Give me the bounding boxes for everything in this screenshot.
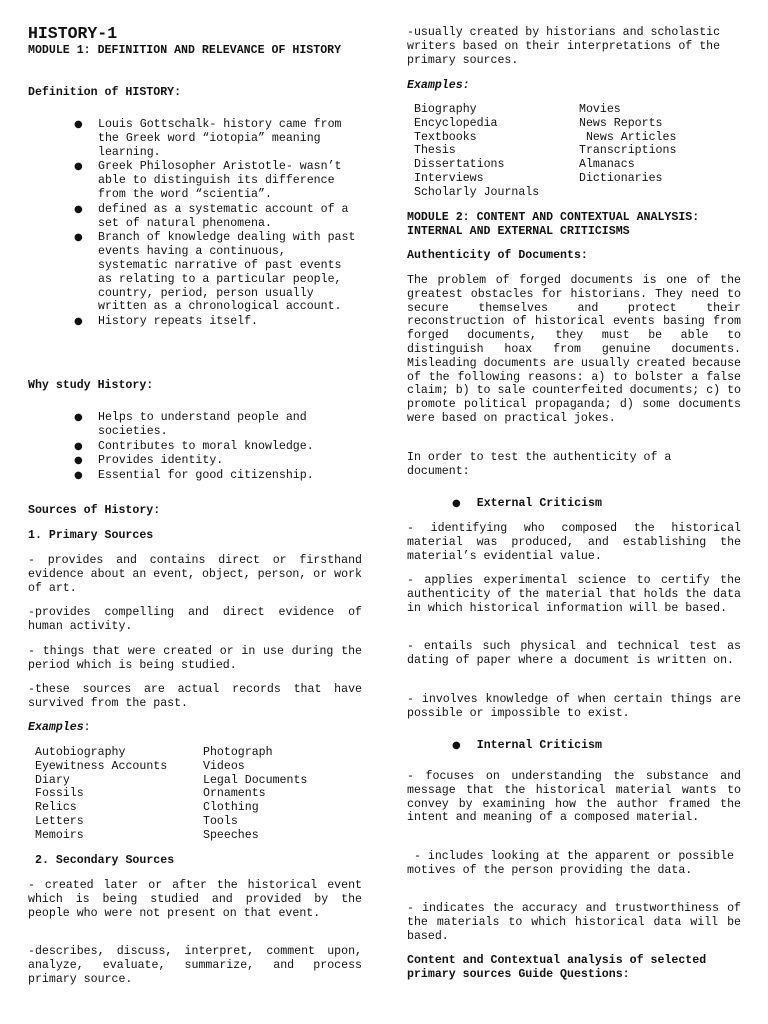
list-item: Tools [203, 814, 238, 828]
guide-questions-heading: Content and Contextual analysis of selected primary sources Guide Questions: [407, 954, 707, 981]
internal-point: - includes looking at the apparent or possible motives of the person providing the data. [407, 850, 741, 877]
list-item: Videos [203, 759, 245, 773]
primary-heading: 1. Primary Sources [28, 529, 154, 542]
list-item: ● Louis Gottschalk- history came from the Greek word “iotopia” meaning learning. [74, 118, 342, 159]
list-item: ● Greek Philosopher Aristotle- wasn’t able to distinguish its difference from the word “scientia”. [74, 160, 342, 201]
list-item: Legal Documents [203, 773, 308, 787]
bullet-icon: ● [74, 440, 83, 452]
authenticity-paragraph: The problem of forged documents is one of the greatest obstacles for historians. They need to secure themselves and protect their reconstruction of historical events basing from forged documents, they must be able to distinguish hoax from genuine documents. Misleading documents are usually created because of the following reasons: a) to bolster a false claim; b) to sale counterfeited documents; c) to promote political propaganda; d) some documents were based on practical jokes. [407, 274, 741, 425]
secondary-point: - created later or after the historical event which is being studied and provided by the people who were not present on that event. [28, 879, 362, 920]
list-item: Eyewitness Accounts [35, 759, 168, 773]
bullet-icon: ● [74, 455, 83, 467]
list-item: ● Helps to understand people and societies. [74, 411, 307, 438]
list-item: Textbooks [414, 130, 477, 144]
bullet-icon: ● [74, 119, 83, 130]
list-item: Clothing [203, 801, 259, 815]
internal-criticism-heading: ● Internal Criticism [452, 739, 602, 752]
list-item: Movies [579, 103, 621, 116]
list-item: Almanacs [579, 158, 635, 172]
external-point: - involves knowledge of when certain things are possible or impossible to exist. [407, 693, 741, 720]
list-item: News Reports [579, 116, 663, 130]
primary-examples-table [35, 746, 371, 843]
list-item: ● Branch of knowledge dealing with past events having a continuous, systematic narrative of past events as relating to a particular people, country, period, person usually written as a chronological account. [74, 231, 356, 314]
primary-point: -these sources are actual records that have survived from the past. [28, 683, 362, 710]
primary-point: -provides compelling and direct evidence of human activity. [28, 606, 362, 633]
why-list [28, 411, 358, 483]
sources-heading: Sources of History: [28, 504, 161, 517]
module2-heading: MODULE 2: CONTENT AND CONTEXTUAL ANALYSIS: INTERNAL AND EXTERNAL CRITICISMS [407, 211, 700, 238]
list-item: ● History repeats itself. [74, 315, 259, 329]
list-item: Interviews [414, 171, 484, 185]
list-item: Autobiography [35, 746, 126, 759]
external-criticism-heading: ● External Criticism [452, 497, 602, 510]
bullet-icon: ● [74, 316, 83, 328]
list-item: Photograph [203, 746, 273, 759]
list-item: ● defined as a systematic account of a set of natural phenomena. [74, 202, 349, 230]
bullet-icon: ● [452, 498, 461, 509]
external-point: - identifying who composed the historical material was produced, and establishing the material’s evidential value. [407, 522, 741, 563]
list-item: Relics [35, 801, 77, 815]
list-item: Thesis [414, 144, 456, 158]
list-item: Memoirs [35, 828, 84, 842]
secondary-heading: 2. Secondary Sources [35, 854, 175, 867]
list-item: Dissertations [414, 158, 505, 172]
primary-examples-col2 [203, 746, 371, 843]
secondary-point: -usually created by historians and scholastic writers based on their interpretations of the primary sources. [407, 26, 721, 67]
bullet-icon: ● [74, 203, 83, 215]
primary-examples-label: Examples: [28, 721, 91, 734]
secondary-examples-label: Examples: [407, 79, 470, 92]
list-item: Speeches [203, 828, 259, 842]
module1-heading: MODULE 1: DEFINITION AND RELEVANCE OF HISTORY [28, 44, 342, 57]
bullet-icon: ● [74, 161, 83, 173]
bullet-icon: ● [74, 412, 83, 423]
external-point: - entails such physical and technical test as dating of paper where a document is written on. [407, 640, 741, 667]
external-point: - applies experimental science to certify the authenticity of the material that holds the data in which historical information will be based. [407, 574, 741, 615]
bullet-icon: ● [452, 740, 461, 751]
test-intro: In order to test the authenticity of a document: [407, 451, 672, 478]
secondary-examples-col1 [414, 103, 579, 200]
list-item: Scholarly Journals [414, 185, 540, 199]
list-item: Fossils [35, 787, 84, 801]
list-item: Transcriptions [579, 144, 677, 158]
list-item: Encyclopedia [414, 116, 498, 130]
bullet-icon: ● [74, 232, 83, 244]
list-item: ● Contributes to moral knowledge. [74, 439, 314, 453]
list-item: Ornaments [203, 787, 266, 801]
list-item: Diary [35, 773, 70, 787]
definition-list [28, 118, 358, 329]
primary-point: - provides and contains direct or firsthand evidence about an event, object, person, or work of art. [28, 554, 362, 595]
authenticity-heading: Authenticity of Documents: [407, 249, 588, 262]
list-item: News Articles [579, 130, 677, 144]
why-heading: Why study History: [28, 379, 154, 392]
bullet-icon: ● [74, 470, 83, 482]
primary-point: - things that were created or in use during the period which is being studied. [28, 645, 362, 672]
secondary-examples-col2 [579, 103, 744, 200]
internal-point: - focuses on understanding the substance and message that the historical material wants to convey by examining how the author framed the intent and meaning of a composed material. [407, 770, 741, 825]
secondary-examples-table [414, 103, 744, 200]
internal-point: - indicates the accuracy and trustworthiness of the materials to which historical data will be based. [407, 902, 741, 943]
primary-examples-col1 [35, 746, 203, 843]
list-item: Dictionaries [579, 171, 663, 185]
secondary-point: -describes, discuss, interpret, comment upon, analyze, evaluate, summarize, and process primary source. [28, 945, 362, 986]
list-item: Letters [35, 814, 84, 828]
page-title: HISTORY-1 [28, 24, 118, 43]
list-item: ● Essential for good citizenship. [74, 469, 314, 483]
list-item: ● Provides identity. [74, 454, 224, 468]
definition-heading: Definition of HISTORY: [28, 86, 182, 99]
list-item: Biography [414, 103, 477, 116]
